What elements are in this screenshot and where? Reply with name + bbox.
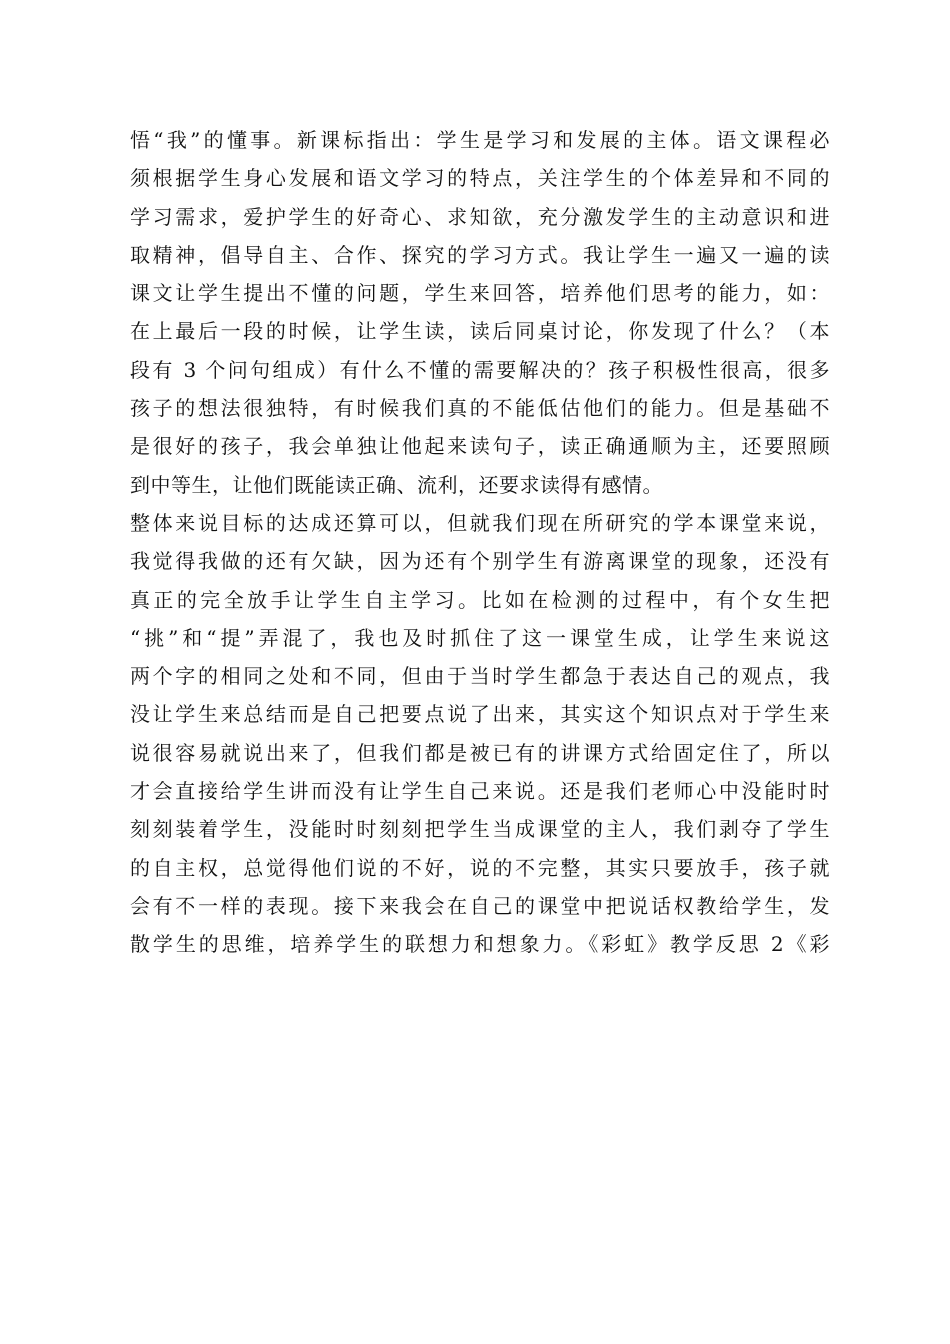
text-line: 课文让学生提出不懂的问题，学生来回答，培养他们思考的能力，如：: [130, 281, 830, 306]
text-line: 是很好的孩子，我会单独让他起来读句子，读正确通顺为主，还要照顾: [130, 434, 830, 459]
body-text: [130, 121, 830, 964]
text-line: 才会直接给学生讲而没有让学生自己来说。还是我们老师心中没能时时: [130, 779, 830, 804]
text-line: 学习需求，爱护学生的好奇心、求知欲，充分激发学生的主动意识和进: [130, 204, 830, 229]
text-line: 悟“我”的懂事。新课标指出：学生是学习和发展的主体。语文课程必: [130, 128, 830, 152]
text-line: 到中等生，让他们既能读正确、流利，还要求读得有感情。: [130, 472, 663, 497]
text-line: 两个字的相同之处和不同，但由于当时学生都急于表达自己的观点，我: [130, 664, 830, 689]
text-line: “挑”和“提”弄混了，我也及时抓住了这一课堂生成，让学生来说这: [130, 625, 830, 650]
text-line: 在上最后一段的时候，让学生读，读后同桌讨论，你发现了什么？（本: [130, 319, 830, 344]
text-line: 取精神，倡导自主、合作、探究的学习方式。我让学生一遍又一遍的读: [130, 242, 830, 267]
text-line: 整体来说目标的达成还算可以，但就我们现在所研究的学本课堂来说，: [130, 510, 830, 535]
text-line: 没让学生来总结而是自己把要点说了出来，其实这个知识点对于学生来: [130, 702, 830, 727]
text-line: 孩子的想法很独特，有时候我们真的不能低估他们的能力。但是基础不: [130, 396, 830, 421]
text-line: 须根据学生身心发展和语文学习的特点，关注学生的个体差异和不同的: [130, 166, 830, 191]
text-line: 段有 3 个问句组成）有什么不懂的需要解决的？孩子积极性很高，很多: [130, 357, 830, 382]
text-line: 的自主权，总觉得他们说的不好，说的不完整，其实只要放手，孩子就: [130, 855, 830, 880]
text-line: 散学生的思维，培养学生的联想力和想象力。《彩虹》教学反思 2《彩: [130, 932, 830, 957]
text-line: 刻刻装着学生，没能时时刻刻把学生当成课堂的主人，我们剥夺了学生: [130, 817, 830, 842]
text-line: 会有不一样的表现。接下来我会在自己的课堂中把说话权教给学生，发: [130, 893, 830, 918]
text-line: 我觉得我做的还有欠缺，因为还有个别学生有游离课堂的现象，还没有: [130, 549, 830, 574]
text-line: 说很容易就说出来了，但我们都是被已有的讲课方式给固定住了，所以: [130, 740, 830, 765]
text-line: 真正的完全放手让学生自主学习。比如在检测的过程中，有个女生把: [130, 587, 830, 612]
